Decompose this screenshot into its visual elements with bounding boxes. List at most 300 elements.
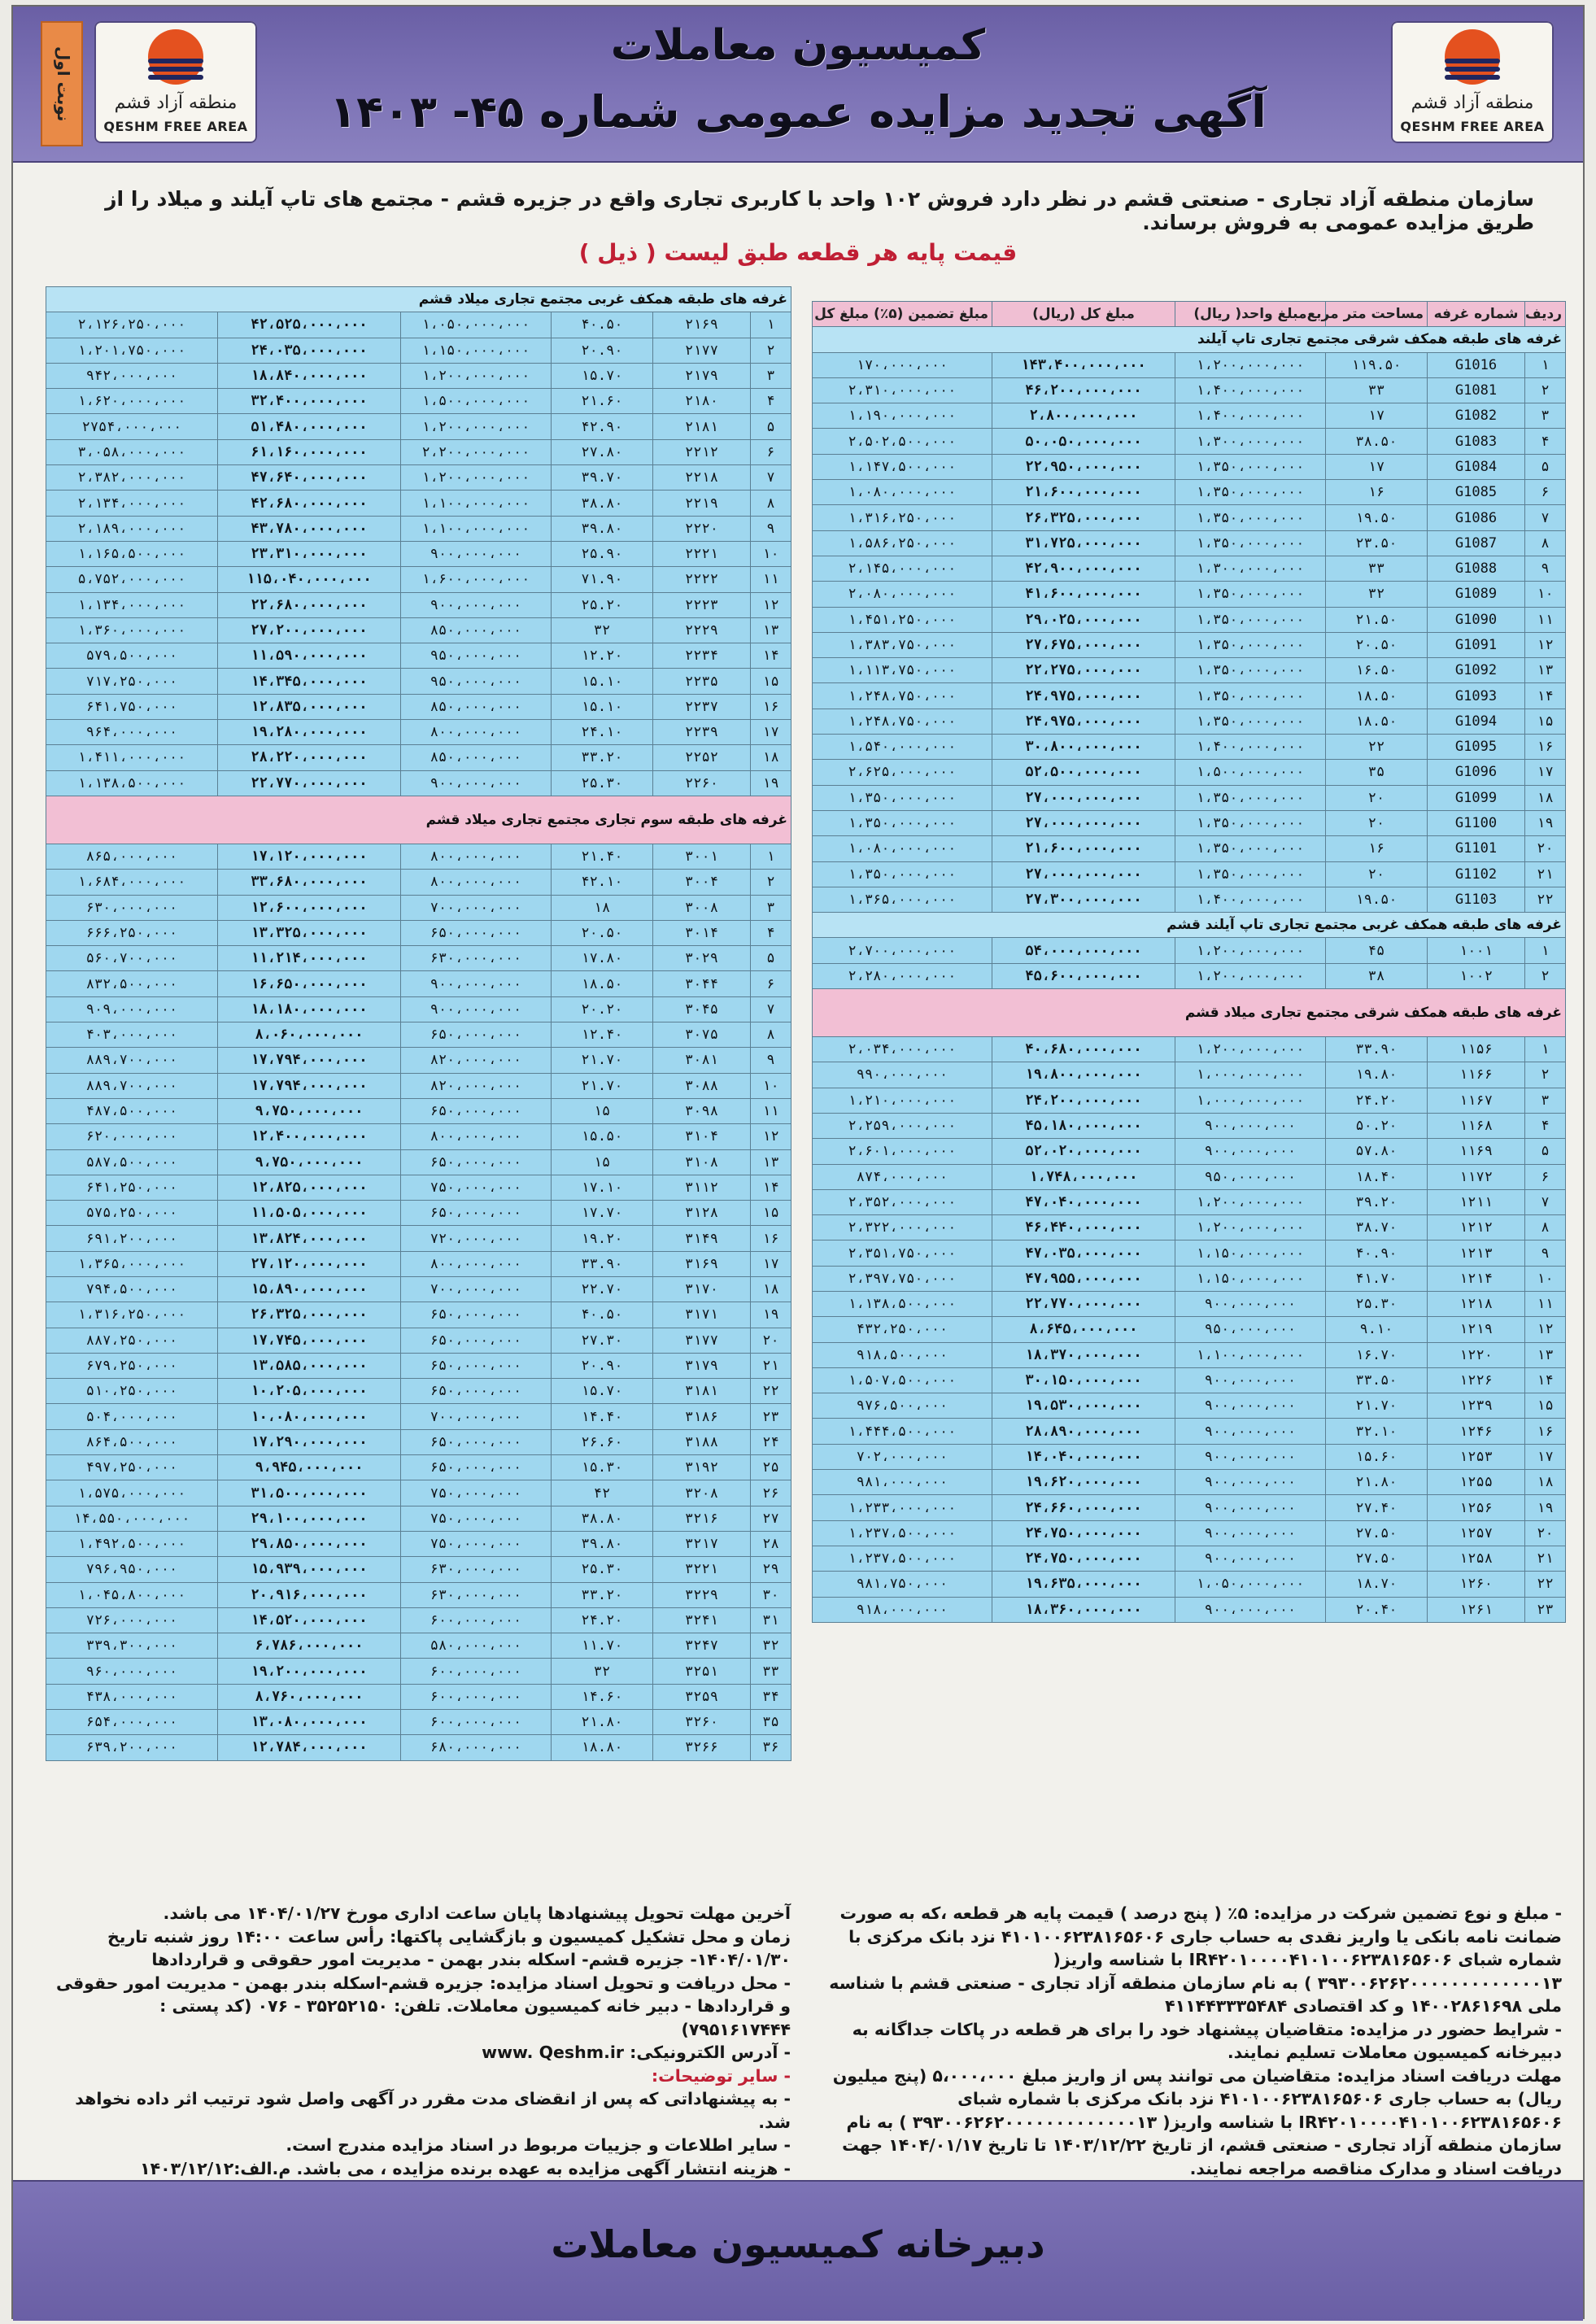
table-cell: ۱،۳۶۵،۰۰۰،۰۰۰ [46, 1251, 218, 1276]
table-row [46, 1710, 791, 1735]
table-cell: ۴۰.۵۰ [552, 312, 653, 338]
table-cell: ۳۲ [1326, 582, 1428, 607]
table-cell: ۱،۰۵۰،۰۰۰،۰۰۰ [401, 312, 552, 338]
table-row [813, 1470, 1566, 1495]
table-cell: ۷۹۴،۵۰۰،۰۰۰ [46, 1276, 218, 1302]
table-cell: ۱۴،۰۴۰،۰۰۰،۰۰۰ [992, 1444, 1175, 1469]
table-row [46, 920, 791, 945]
table-cell: ۳۸ [1326, 963, 1428, 988]
table-cell: ۵ [1525, 454, 1566, 479]
table-cell: ۴۰،۶۸۰،۰۰۰،۰۰۰ [992, 1037, 1175, 1062]
table-cell: ۱،۵۸۶،۲۵۰،۰۰۰ [813, 530, 992, 556]
table-cell: ۹۰۰،۰۰۰،۰۰۰ [1175, 1367, 1326, 1393]
table-row [46, 439, 791, 464]
table-cell: ۲۳ [1525, 1597, 1566, 1622]
section-title: غرفه های طبقه همکف غربی مجتمع تجاری تاپ آیلند قشم [813, 913, 1566, 938]
table-cell: ۳۰۸۱ [653, 1048, 751, 1073]
table-cell: ۲،۳۵۱،۷۵۰،۰۰۰ [813, 1240, 992, 1266]
table-cell: ۱۲ [1525, 632, 1566, 657]
table-cell: ۱۲،۷۸۴،۰۰۰،۰۰۰ [218, 1735, 401, 1760]
table-cell: ۸۰۰،۰۰۰،۰۰۰ [401, 1124, 552, 1149]
table-cell: ۱۵،۹۳۹،۰۰۰،۰۰۰ [218, 1557, 401, 1582]
table-row [46, 971, 791, 996]
table-cell: ۳۲،۴۰۰،۰۰۰،۰۰۰ [218, 389, 401, 414]
table-cell: ۲۸ [751, 1531, 791, 1556]
table-cell: ۲،۳۵۲،۰۰۰،۰۰۰ [813, 1189, 992, 1214]
table-cell: ۱۲،۸۲۵،۰۰۰،۰۰۰ [218, 1175, 401, 1200]
table-cell: ۱۲۲۶ [1428, 1367, 1525, 1393]
table-row [813, 683, 1566, 709]
table-cell: ۷۵۰،۰۰۰،۰۰۰ [401, 1480, 552, 1506]
notice-badge: نوبت اول [41, 21, 83, 146]
table-cell: ۱۲ [1525, 1317, 1566, 1342]
table-cell: ۶۰۰،۰۰۰،۰۰۰ [401, 1659, 552, 1684]
column-header: شماره غرفه [1428, 302, 1525, 327]
table-cell: ۱۸.۴۰ [1326, 1164, 1428, 1189]
table-cell: ۳۱۰۸ [653, 1149, 751, 1175]
table-cell: ۱،۲۰۰،۰۰۰،۰۰۰ [1175, 352, 1326, 377]
table-cell: G1095 [1428, 735, 1525, 760]
note-line: - سایر توضیحات: [651, 2065, 791, 2086]
note-line: - مبلغ و نوع تضمین شرکت در مزایده: ۵٪ ( پنج درصد ) قیمت پایه هر قطعه ،که به صورت ضمانت نامه بانکی یا واریز نقدی به حساب جاری ۴۱۰۱۰۰۶۲۳۸۱۶۵۶۰۶ نزد بانک مرکزی با شماره شبای IR۴۲۰۱۰۰۰۰۴۱۰۱۰۰۶۲۳۸۱۶۵۶۰۶ با شناسه واریز( ۳۹۳۰۰۶۲۶۲۰۰۰۰۰۰۰۰۰۰۰۰۰۱۳ ) به نام سازمان منطقه آزاد تجاری - صنعتی قشم با شناسه ملی ۱۴۰۰۲۸۶۱۶۹۸ و کد اقتصادی ۴۱۱۴۴۳۳۳۵۴۸۴ [829, 1903, 1562, 2016]
table-cell: ۹۰۰،۰۰۰،۰۰۰ [1175, 1495, 1326, 1520]
table-row [813, 735, 1566, 760]
table-row [46, 567, 791, 592]
table-row [46, 541, 791, 566]
table-cell: ۱۶.۷۰ [1326, 1342, 1428, 1367]
table-cell: ۳۰۸۸ [653, 1073, 751, 1098]
table-cell: ۱۸ [751, 745, 791, 770]
table-cell: ۴۲،۹۰۰،۰۰۰،۰۰۰ [992, 556, 1175, 581]
table-cell: ۴۳،۷۸۰،۰۰۰،۰۰۰ [218, 516, 401, 541]
column-header: مبلغ کل (ریال) [992, 302, 1175, 327]
table-cell: G1083 [1428, 429, 1525, 454]
table-cell: ۹۰۰،۰۰۰،۰۰۰ [1175, 1113, 1326, 1138]
table-cell: ۳۸.۸۰ [552, 491, 653, 516]
table-cell: ۸۸۷،۲۵۰،۰۰۰ [46, 1328, 218, 1353]
table-cell: ۲۰.۲۰ [552, 996, 653, 1022]
header-banner [13, 7, 1583, 163]
table-cell: ۱،۱۴۷،۵۰۰،۰۰۰ [813, 454, 992, 479]
table-cell: ۶۰۰،۰۰۰،۰۰۰ [401, 1684, 552, 1709]
table-cell: ۶۳۰،۰۰۰،۰۰۰ [46, 895, 218, 920]
table-cell: ۲۰ [1525, 836, 1566, 861]
table-row [813, 505, 1566, 530]
table-cell: ۱،۱۹۰،۰۰۰،۰۰۰ [813, 403, 992, 429]
table-cell: ۱۰ [1525, 582, 1566, 607]
table-cell: ۱،۱۰۰،۰۰۰،۰۰۰ [1175, 1342, 1326, 1367]
table-cell: ۱،۰۰۰،۰۰۰،۰۰۰ [1175, 1062, 1326, 1088]
table-cell: ۱،۳۵۰،۰۰۰،۰۰۰ [1175, 658, 1326, 683]
table-cell: ۳۰۰۸ [653, 895, 751, 920]
table-cell: ۱،۴۰۰،۰۰۰،۰۰۰ [1175, 377, 1326, 403]
table-cell: ۳۱۰۴ [653, 1124, 751, 1149]
table-cell: ۵۱۰،۲۵۰،۰۰۰ [46, 1379, 218, 1404]
table-cell: ۲۲.۷۰ [552, 1276, 653, 1302]
table-cell: ۸ [751, 491, 791, 516]
table-cell: G1092 [1428, 658, 1525, 683]
table-cell: ۱۷ [1525, 1444, 1566, 1469]
table-cell: ۸۵۰،۰۰۰،۰۰۰ [401, 745, 552, 770]
table-cell: ۱۹ [1525, 1495, 1566, 1520]
table-cell: ۱۱،۲۱۴،۰۰۰،۰۰۰ [218, 946, 401, 971]
table-cell: ۱،۲۰۰،۰۰۰،۰۰۰ [401, 363, 552, 388]
table-cell: ۱۷ [1525, 760, 1566, 785]
table-cell: ۸۰۰،۰۰۰،۰۰۰ [401, 870, 552, 895]
table-cell: ۸،۷۶۰،۰۰۰،۰۰۰ [218, 1684, 401, 1709]
table-cell: ۳۱۲۸ [653, 1201, 751, 1226]
table-row [813, 352, 1566, 377]
table-cell: ۱۹،۶۲۰،۰۰۰،۰۰۰ [992, 1470, 1175, 1495]
table-cell: ۱۲ [751, 1124, 791, 1149]
table-cell: ۵ [751, 414, 791, 439]
table-cell: ۳۳.۲۰ [552, 1582, 653, 1607]
table-cell: ۲،۰۸۰،۰۰۰،۰۰۰ [813, 582, 992, 607]
table-cell: ۱۸.۵۰ [1326, 709, 1428, 734]
note-line: زمان و محل تشکیل کمیسیون و بازگشایی پاکتها: رأس ساعت ۱۴:۰۰ روز شنبه تاریخ ۱۴۰۴/۰۱/۳۰- جزیره قشم- اسکله بندر بهمن - مدیریت امور حقوقی و قراردادها [107, 1926, 791, 1969]
table-cell: G1091 [1428, 632, 1525, 657]
table-cell: ۳۲۵۱ [653, 1659, 751, 1684]
table-cell: ۲۲۲۰ [653, 516, 751, 541]
table-cell: ۱،۳۰۰،۰۰۰،۰۰۰ [1175, 556, 1326, 581]
table-cell: ۳۱۱۲ [653, 1175, 751, 1200]
table-row [46, 1659, 791, 1684]
table-cell: ۲۸،۲۲۰،۰۰۰،۰۰۰ [218, 745, 401, 770]
table-cell: ۱۶ [1326, 836, 1428, 861]
table-cell: G1088 [1428, 556, 1525, 581]
table-cell: ۱۴ [1525, 1367, 1566, 1393]
table-cell: ۶۸۰،۰۰۰،۰۰۰ [401, 1735, 552, 1760]
table-cell: ۷۹۶،۹۵۰،۰۰۰ [46, 1557, 218, 1582]
table-row [813, 785, 1566, 810]
table-cell: ۴۵،۱۸۰،۰۰۰،۰۰۰ [992, 1113, 1175, 1138]
table-cell: ۲۰.۵۰ [552, 920, 653, 945]
logo-en-text: QESHM FREE AREA [1400, 119, 1545, 134]
table-cell: ۲۰ [1326, 785, 1428, 810]
table-cell: ۱،۳۵۰،۰۰۰،۰۰۰ [1175, 810, 1326, 835]
table-cell: ۴۰.۹۰ [1326, 1240, 1428, 1266]
table-cell: ۲۲۱۲ [653, 439, 751, 464]
table-cell: ۳۲.۱۰ [1326, 1419, 1428, 1444]
table-cell: ۶۵۰،۰۰۰،۰۰۰ [401, 1379, 552, 1404]
table-cell: ۱،۳۵۰،۰۰۰،۰۰۰ [813, 810, 992, 835]
table-cell: ۴۷،۶۴۰،۰۰۰،۰۰۰ [218, 465, 401, 491]
table-row [46, 1735, 791, 1760]
table-cell: ۱۹.۸۰ [1326, 1062, 1428, 1088]
table-cell: ۱،۶۸۴،۰۰۰،۰۰۰ [46, 870, 218, 895]
table-cell: ۲،۳۹۷،۷۵۰،۰۰۰ [813, 1266, 992, 1291]
table-row [813, 1546, 1566, 1571]
table-cell: ۱۴.۴۰ [552, 1404, 653, 1429]
table-row [46, 1506, 791, 1531]
table-cell: ۱،۴۴۴،۵۰۰،۰۰۰ [813, 1419, 992, 1444]
table-cell: ۱،۲۱۰،۰۰۰،۰۰۰ [813, 1088, 992, 1113]
table-cell: ۲۱ [1525, 1546, 1566, 1571]
table-cell: ۱۰،۰۸۰،۰۰۰،۰۰۰ [218, 1404, 401, 1429]
table-row [46, 1531, 791, 1556]
table-cell: ۲۷،۱۲۰،۰۰۰،۰۰۰ [218, 1251, 401, 1276]
table-cell: ۳۳،۶۸۰،۰۰۰،۰۰۰ [218, 870, 401, 895]
table-row [46, 669, 791, 694]
table-row [46, 895, 791, 920]
table-cell: ۲،۲۸۰،۰۰۰،۰۰۰ [813, 963, 992, 988]
table-cell: ۲،۵۰۲،۵۰۰،۰۰۰ [813, 429, 992, 454]
table-cell: ۳۱۸۱ [653, 1379, 751, 1404]
table-row [813, 607, 1566, 632]
section-title: غرفه های طبقه سوم تجاری مجتمع تجاری میلاد قشم [46, 796, 791, 844]
section-title: غرفه های طبقه همکف شرقی مجتمع تجاری میلاد قشم [813, 989, 1566, 1037]
table-cell: ۶۹۱،۲۰۰،۰۰۰ [46, 1226, 218, 1251]
table-cell: ۱۲۱۱ [1428, 1189, 1525, 1214]
table-row [813, 1342, 1566, 1367]
table-cell: ۲۱۷۷ [653, 338, 751, 363]
table-cell: ۷ [1525, 1189, 1566, 1214]
table-cell: ۹۴۲،۰۰۰،۰۰۰ [46, 363, 218, 388]
table-cell: ۱،۰۸۰،۰۰۰،۰۰۰ [813, 480, 992, 505]
table-row [46, 1404, 791, 1429]
table-cell: G1085 [1428, 480, 1525, 505]
table-row [813, 403, 1566, 429]
table-cell: ۹۰۰،۰۰۰،۰۰۰ [401, 971, 552, 996]
table-cell: ۲۷.۳۰ [552, 1328, 653, 1353]
table-cell: ۶ [1525, 1164, 1566, 1189]
table-cell: ۱۷۰،۰۰۰،۰۰۰ [813, 352, 992, 377]
table-cell: ۳۸.۵۰ [1326, 429, 1428, 454]
table-cell: ۱،۳۵۰،۰۰۰،۰۰۰ [1175, 530, 1326, 556]
table-row [46, 1022, 791, 1048]
table-cell: ۱،۳۵۰،۰۰۰،۰۰۰ [1175, 785, 1326, 810]
table-cell: ۱،۲۰۰،۰۰۰،۰۰۰ [1175, 938, 1326, 963]
table-cell: ۲۱.۷۰ [552, 1048, 653, 1073]
table-cell: ۳۲۲۱ [653, 1557, 751, 1582]
table-row [46, 1124, 791, 1149]
table-cell: ۲۲۱۸ [653, 465, 751, 491]
table-cell: ۳۱،۷۲۵،۰۰۰،۰۰۰ [992, 530, 1175, 556]
table-cell: ۲۲،۹۵۰،۰۰۰،۰۰۰ [992, 454, 1175, 479]
table-cell: ۲،۲۰۰،۰۰۰،۰۰۰ [401, 439, 552, 464]
table-cell: ۱،۳۸۳،۷۵۰،۰۰۰ [813, 632, 992, 657]
table-cell: ۶۵۰،۰۰۰،۰۰۰ [401, 1149, 552, 1175]
table-cell: ۱۲۶۱ [1428, 1597, 1525, 1622]
conditions-notes-right [812, 1902, 1562, 2204]
table-cell: ۲۷.۵۰ [1326, 1546, 1428, 1571]
table-cell: ۱،۴۰۰،۰۰۰،۰۰۰ [1175, 735, 1326, 760]
table-cell: ۲۱۷۹ [653, 363, 751, 388]
table-cell: ۱،۳۵۰،۰۰۰،۰۰۰ [1175, 454, 1326, 479]
table-cell: G1100 [1428, 810, 1525, 835]
table-cell: ۲،۳۸۲،۰۰۰،۰۰۰ [46, 465, 218, 491]
table-cell: ۱،۳۵۰،۰۰۰،۰۰۰ [813, 861, 992, 887]
table-row [813, 582, 1566, 607]
table-row [46, 363, 791, 388]
table-cell: ۲۰ [1326, 861, 1428, 887]
table-cell: ۵۰.۲۰ [1326, 1113, 1428, 1138]
table-cell: ۴۹۷،۲۵۰،۰۰۰ [46, 1455, 218, 1480]
section-title: غرفه های طبقه همکف شرقی مجتمع تجاری تاپ آیلند [813, 327, 1566, 352]
table-cell: ۱۹.۲۰ [552, 1226, 653, 1251]
table-cell: ۴۷،۰۴۰،۰۰۰،۰۰۰ [992, 1189, 1175, 1214]
table-cell: ۱۱۷۲ [1428, 1164, 1525, 1189]
table-cell: ۲۱.۸۰ [1326, 1470, 1428, 1495]
table-cell: ۲۱۶۹ [653, 312, 751, 338]
table-cell: ۸،۰۶۰،۰۰۰،۰۰۰ [218, 1022, 401, 1048]
page-title: کمیسیون معاملات [610, 21, 986, 70]
table-cell: ۱۱۵۶ [1428, 1037, 1525, 1062]
table-cell: ۲۲،۶۸۰،۰۰۰،۰۰۰ [218, 592, 401, 617]
table-cell: ۱۴،۵۵۰،۰۰۰،۰۰۰ [46, 1506, 218, 1531]
table-row [813, 1419, 1566, 1444]
table-cell: ۹،۷۵۰،۰۰۰،۰۰۰ [218, 1149, 401, 1175]
logo-sun-icon [1445, 29, 1500, 85]
table-cell: ۳۱۸۸ [653, 1429, 751, 1454]
table-cell: ۳۱۴۹ [653, 1226, 751, 1251]
table-cell: ۱۵ [552, 1098, 653, 1123]
table-cell: ۸۰۰،۰۰۰،۰۰۰ [401, 844, 552, 869]
table-cell: ۴۷،۹۵۵،۰۰۰،۰۰۰ [992, 1266, 1175, 1291]
table-cell: ۳۳.۵۰ [1326, 1367, 1428, 1393]
table-cell: ۲۲۳۴ [653, 643, 751, 669]
table-cell: ۳۰،۸۰۰،۰۰۰،۰۰۰ [992, 735, 1175, 760]
table-cell: ۸۲۰،۰۰۰،۰۰۰ [401, 1048, 552, 1073]
table-cell: ۵۴،۰۰۰،۰۰۰،۰۰۰ [992, 938, 1175, 963]
table-cell: ۱۵ [751, 669, 791, 694]
table-cell: ۱۹،۵۳۰،۰۰۰،۰۰۰ [992, 1393, 1175, 1419]
table-cell: ۲۷۵۴،۰۰۰،۰۰۰ [46, 414, 218, 439]
table-cell: ۲۱.۷۰ [552, 1073, 653, 1098]
table-cell: ۴۵،۶۰۰،۰۰۰،۰۰۰ [992, 963, 1175, 988]
table-row [813, 429, 1566, 454]
table-cell: ۱۶ [751, 1226, 791, 1251]
table-cell: ۶ [751, 439, 791, 464]
table-cell: ۱،۰۰۰،۰۰۰،۰۰۰ [1175, 1088, 1326, 1113]
table-cell: ۷۰۰،۰۰۰،۰۰۰ [401, 895, 552, 920]
table-cell: ۹۰۹،۰۰۰،۰۰۰ [46, 996, 218, 1022]
table-cell: ۹۵۰،۰۰۰،۰۰۰ [1175, 1164, 1326, 1189]
table-cell: ۳۲۴۱ [653, 1607, 751, 1633]
table-cell: ۱ [1525, 352, 1566, 377]
table-cell: ۲۷.۵۰ [1326, 1520, 1428, 1546]
table-row [813, 1597, 1566, 1622]
table-cell: ۶۵۰،۰۰۰،۰۰۰ [401, 1429, 552, 1454]
table-row [813, 1291, 1566, 1316]
table-cell: ۸۷۴،۰۰۰،۰۰۰ [813, 1164, 992, 1189]
table-cell: ۱۱۹.۵۰ [1326, 352, 1428, 377]
table-cell: ۱۶.۵۰ [1326, 658, 1428, 683]
table-cell: ۱۶ [1525, 1419, 1566, 1444]
table-cell: ۶۱،۱۶۰،۰۰۰،۰۰۰ [218, 439, 401, 464]
table-row [46, 1379, 791, 1404]
table-cell: ۱۳ [751, 617, 791, 643]
table-cell: ۲۴،۷۵۰،۰۰۰،۰۰۰ [992, 1520, 1175, 1546]
table-cell: ۹۶۴،۰۰۰،۰۰۰ [46, 720, 218, 745]
table-cell: ۱۲۱۸ [1428, 1291, 1525, 1316]
table-row [813, 1367, 1566, 1393]
table-cell: ۱،۳۰۰،۰۰۰،۰۰۰ [1175, 429, 1326, 454]
table-cell: ۱۳،۸۲۴،۰۰۰،۰۰۰ [218, 1226, 401, 1251]
table-cell: ۸ [1525, 1215, 1566, 1240]
table-cell: ۳۲۱۷ [653, 1531, 751, 1556]
table-cell: ۲۹،۸۵۰،۰۰۰،۰۰۰ [218, 1531, 401, 1556]
table-cell: ۲۱.۵۰ [1326, 607, 1428, 632]
table-row [813, 1240, 1566, 1266]
table-cell: ۱۳ [1525, 658, 1566, 683]
table-cell: ۴۰.۵۰ [552, 1302, 653, 1328]
table-cell: ۱۳،۰۸۰،۰۰۰،۰۰۰ [218, 1710, 401, 1735]
table-cell: ۲۴،۰۳۵،۰۰۰،۰۰۰ [218, 338, 401, 363]
table-cell: ۹ [751, 516, 791, 541]
table-cell: ۱۲۱۲ [1428, 1215, 1525, 1240]
table-cell: ۱۲۶۰ [1428, 1572, 1525, 1597]
table-cell: ۲۶ [751, 1480, 791, 1506]
note-line: - محل دریافت و تحویل اسناد مزایده: جزیره قشم-اسکله بندر بهمن - مدیریت امور حقوقی و قراردادها - دبیر خانه کمیسیون معاملات. تلفن: ۳۵۲۵۲۱۵۰ - ۰۷۶ (کد پستی : ۷۹۵۱۶۱۷۴۴۴) [56, 1973, 791, 2039]
table-row [46, 1455, 791, 1480]
footer-banner [13, 2180, 1583, 2321]
table-cell: ۲۹،۰۲۵،۰۰۰،۰۰۰ [992, 607, 1175, 632]
table-cell: ۱،۳۵۰،۰۰۰،۰۰۰ [1175, 505, 1326, 530]
table-row [46, 1607, 791, 1633]
table-cell: ۶۲۰،۰۰۰،۰۰۰ [46, 1124, 218, 1149]
table-cell: ۲۱۸۱ [653, 414, 751, 439]
table-cell: ۱۱۶۹ [1428, 1139, 1525, 1164]
table-cell: ۲۲۳۵ [653, 669, 751, 694]
table-row [46, 465, 791, 491]
table-row [46, 414, 791, 439]
table-cell: ۳۱۷۹ [653, 1353, 751, 1378]
table-cell: G1094 [1428, 709, 1525, 734]
table-cell: ۲،۶۰۱،۰۰۰،۰۰۰ [813, 1139, 992, 1164]
table-cell: ۹۰۰،۰۰۰،۰۰۰ [1175, 1419, 1326, 1444]
table-cell: ۱،۲۰۰،۰۰۰،۰۰۰ [401, 414, 552, 439]
table-cell: ۷۲۰،۰۰۰،۰۰۰ [401, 1226, 552, 1251]
table-cell: ۸۶۴،۵۰۰،۰۰۰ [46, 1429, 218, 1454]
table-cell: ۱ [1525, 1037, 1566, 1062]
table-cell: ۵۲،۵۰۰،۰۰۰،۰۰۰ [992, 760, 1175, 785]
table-cell: ۱،۰۸۰،۰۰۰،۰۰۰ [813, 836, 992, 861]
table-cell: G1101 [1428, 836, 1525, 861]
table-cell: ۴ [1525, 1113, 1566, 1138]
table-cell: ۹۰۰،۰۰۰،۰۰۰ [401, 541, 552, 566]
table-cell: ۱۲۵۶ [1428, 1495, 1525, 1520]
table-cell: ۷۰۰،۰۰۰،۰۰۰ [401, 1404, 552, 1429]
table-cell: ۱۲۵۳ [1428, 1444, 1525, 1469]
table-cell: G1086 [1428, 505, 1525, 530]
table-cell: ۲۲۲۱ [653, 541, 751, 566]
table-cell: ۳۲ [751, 1633, 791, 1659]
table-cell: G1084 [1428, 454, 1525, 479]
table-cell: ۱،۳۵۰،۰۰۰،۰۰۰ [1175, 861, 1326, 887]
table-cell: ۳۲۴۷ [653, 1633, 751, 1659]
table-cell: G1082 [1428, 403, 1525, 429]
table-cell: ۲۷،۳۰۰،۰۰۰،۰۰۰ [992, 887, 1175, 912]
table-cell: ۱۷،۷۹۴،۰۰۰،۰۰۰ [218, 1073, 401, 1098]
table-row [46, 770, 791, 796]
section-title: غرفه های طبقه همکف غربی مجتمع تجاری میلاد قشم [46, 287, 791, 312]
table-cell: ۲۱،۶۰۰،۰۰۰،۰۰۰ [992, 836, 1175, 861]
table-cell: ۱،۱۳۴،۰۰۰،۰۰۰ [46, 592, 218, 617]
table-cell: ۲۱.۶۰ [552, 389, 653, 414]
table-cell: ۱،۵۰۷،۵۰۰،۰۰۰ [813, 1367, 992, 1393]
table-cell: ۷۰۰،۰۰۰،۰۰۰ [401, 1276, 552, 1302]
table-row [46, 592, 791, 617]
table-cell: ۱۴،۵۲۰،۰۰۰،۰۰۰ [218, 1607, 401, 1633]
table-cell: ۱۵.۱۰ [552, 694, 653, 719]
table-cell: ۱،۳۱۶،۲۵۰،۰۰۰ [46, 1302, 218, 1328]
table-cell: ۱۲۴۶ [1428, 1419, 1525, 1444]
section-header-row [46, 287, 791, 312]
table-cell: ۳۱ [751, 1607, 791, 1633]
table-cell: ۱،۱۰۰،۰۰۰،۰۰۰ [401, 516, 552, 541]
logo-en-text: QESHM FREE AREA [103, 119, 248, 134]
